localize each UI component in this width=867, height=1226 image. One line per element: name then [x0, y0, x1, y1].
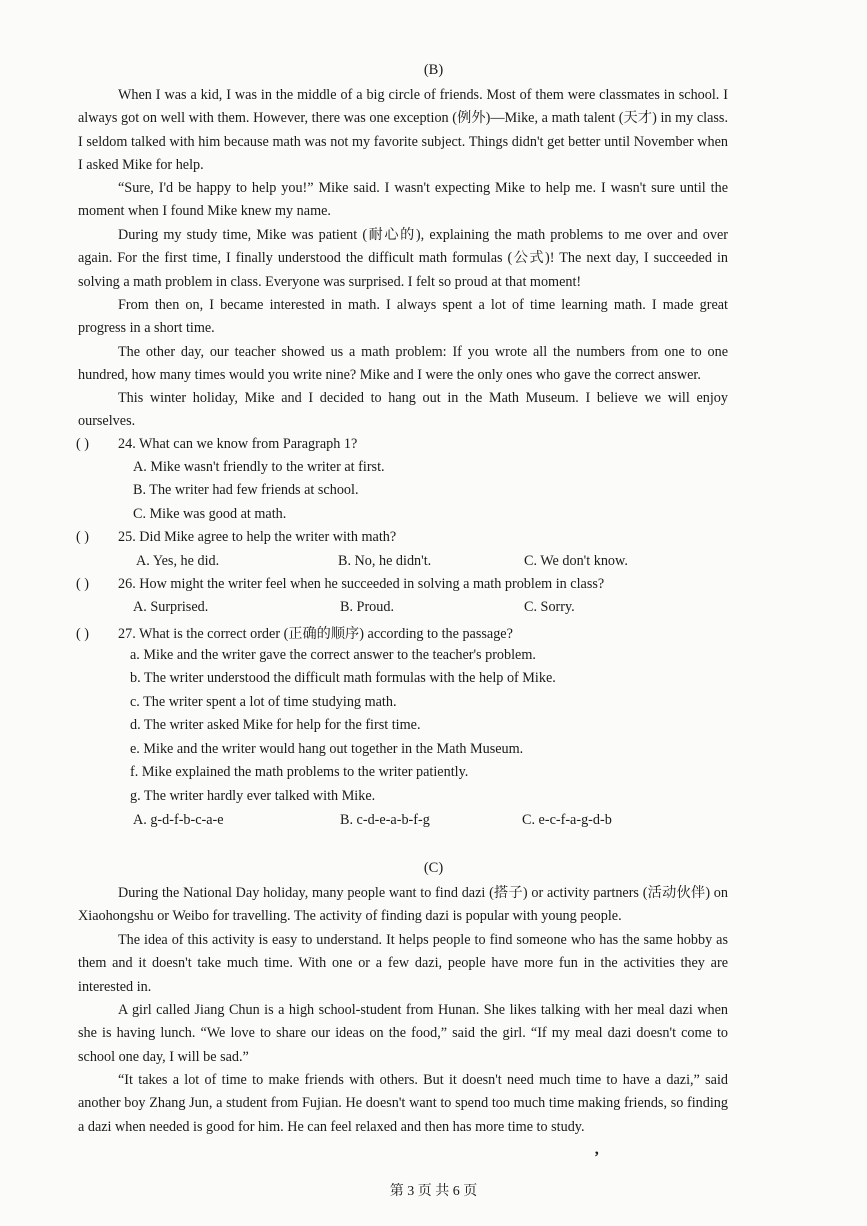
order-item-b: b. The writer understood the difficult math formulas with the help of Mike.: [130, 670, 556, 686]
paragraph-c2: The idea of this activity is easy to understand. It helps people to find someone who has the same hobby as them and it doesn't take much time. With one or a few dazi, people have more fun in the activities they are interested in.: [78, 932, 728, 995]
section-b-heading: (B): [423, 62, 444, 78]
answer-blank[interactable]: ( ): [76, 529, 89, 545]
option-a: A. Mike wasn't friendly to the writer at first.: [133, 459, 385, 475]
question-26: [76, 576, 604, 593]
question-text: 27. What is the correct order (正确的顺序) according to the passage?: [118, 626, 513, 642]
paragraph-b5: The other day, our teacher showed us a math problem: If you wrote all the numbers from one to one hundred, how many times would you write nine? Mike and I were the only ones who gave the correct answer.: [78, 344, 728, 384]
paragraph-c1: During the National Day holiday, many people want to find dazi (搭子) or activity partners (活动伙伴) on Xiaohongshu or Weibo for travelling. The activity of finding dazi is popular with young people.: [78, 885, 728, 925]
option-a: A. Surprised.: [133, 599, 209, 615]
option-a: A. g-d-f-b-c-a-e: [133, 812, 224, 828]
question-text: 26. How might the writer feel when he succeeded in solving a math problem in class?: [118, 576, 605, 592]
option-b: B. No, he didn't.: [338, 553, 432, 569]
question-text: 25. Did Mike agree to help the writer with math?: [118, 529, 397, 545]
option-a: A. Yes, he did.: [136, 553, 220, 569]
order-item-d: d. The writer asked Mike for help for the first time.: [130, 717, 421, 733]
option-c: C. e-c-f-a-g-d-b: [522, 812, 612, 828]
order-item-a: a. Mike and the writer gave the correct answer to the teacher's problem.: [130, 647, 536, 663]
paragraph-b4: From then on, I became interested in math. I always spent a lot of time learning math. I made great progress in a short time.: [78, 297, 728, 337]
section-c-heading: (C): [423, 860, 444, 876]
paragraph-c3: A girl called Jiang Chun is a high school-student from Hunan. She likes talking with her meal dazi when she is having lunch. “We love to share our ideas on the food,” said the girl. “If my meal dazi doesn't come to school one day, I will be sad.”: [78, 1002, 728, 1065]
option-c: C. We don't know.: [524, 553, 628, 569]
paragraph-b3: During my study time, Mike was patient (耐心的), explaining the math problems to me over and over again. For the first time, I finally understood the difficult math formulas (公式)! The next day, I succeeded in solving a math problem in class. Everyone was surprised. I felt so proud at that moment!: [78, 227, 728, 290]
page-number-footer: 第 3 页 共 6 页: [389, 1184, 478, 1199]
answer-blank[interactable]: ( ): [76, 436, 89, 452]
paragraph-b2: “Sure, I'd be happy to help you!” Mike said. I wasn't expecting Mike to help me. I wasn't sure until the moment when I found Mike knew my name.: [78, 180, 728, 220]
order-item-g: g. The writer hardly ever talked with Mike.: [130, 788, 376, 804]
question-text: 24. What can we know from Paragraph 1?: [118, 436, 358, 452]
paragraph-b6: This winter holiday, Mike and I decided to hang out in the Math Museum. I believe we will enjoy ourselves.: [78, 390, 728, 430]
option-b: B. Proud.: [340, 599, 394, 615]
option-b: B. c-d-e-a-b-f-g: [340, 812, 430, 828]
option-b: B. The writer had few friends at school.: [133, 482, 359, 498]
order-item-c: c. The writer spent a lot of time studying math.: [130, 694, 397, 710]
option-c: C. Mike was good at math.: [133, 506, 287, 522]
order-item-f: f. Mike explained the math problems to the writer patiently.: [130, 764, 469, 780]
answer-blank[interactable]: ( ): [76, 626, 89, 642]
paragraph-b1: When I was a kid, I was in the middle of a big circle of friends. Most of them were classmates in school. I always got on well with them. However, there was one exception (例外)—Mike, a math talent (天才) in my class. I seldom talked with him because math was not my favorite subject. Things didn't get better until November when I asked Mike for help.: [78, 87, 728, 173]
question-27: [76, 623, 513, 643]
answer-blank[interactable]: ( ): [76, 576, 89, 592]
question-24: [76, 436, 357, 453]
paragraph-c4: “It takes a lot of time to make friends with others. But it doesn't need much time to have a dazi,” said another boy Zhang Jun, a student from Fujian. He doesn't want to spend too much time making friends, so finding a dazi when needed is good for him. He can feel relaxed and then has more time to study.: [78, 1072, 728, 1135]
option-c: C. Sorry.: [524, 599, 575, 615]
question-25: [76, 529, 396, 546]
order-item-e: e. Mike and the writer would hang out together in the Math Museum.: [130, 741, 524, 757]
stray-mark: ’: [594, 1149, 600, 1166]
